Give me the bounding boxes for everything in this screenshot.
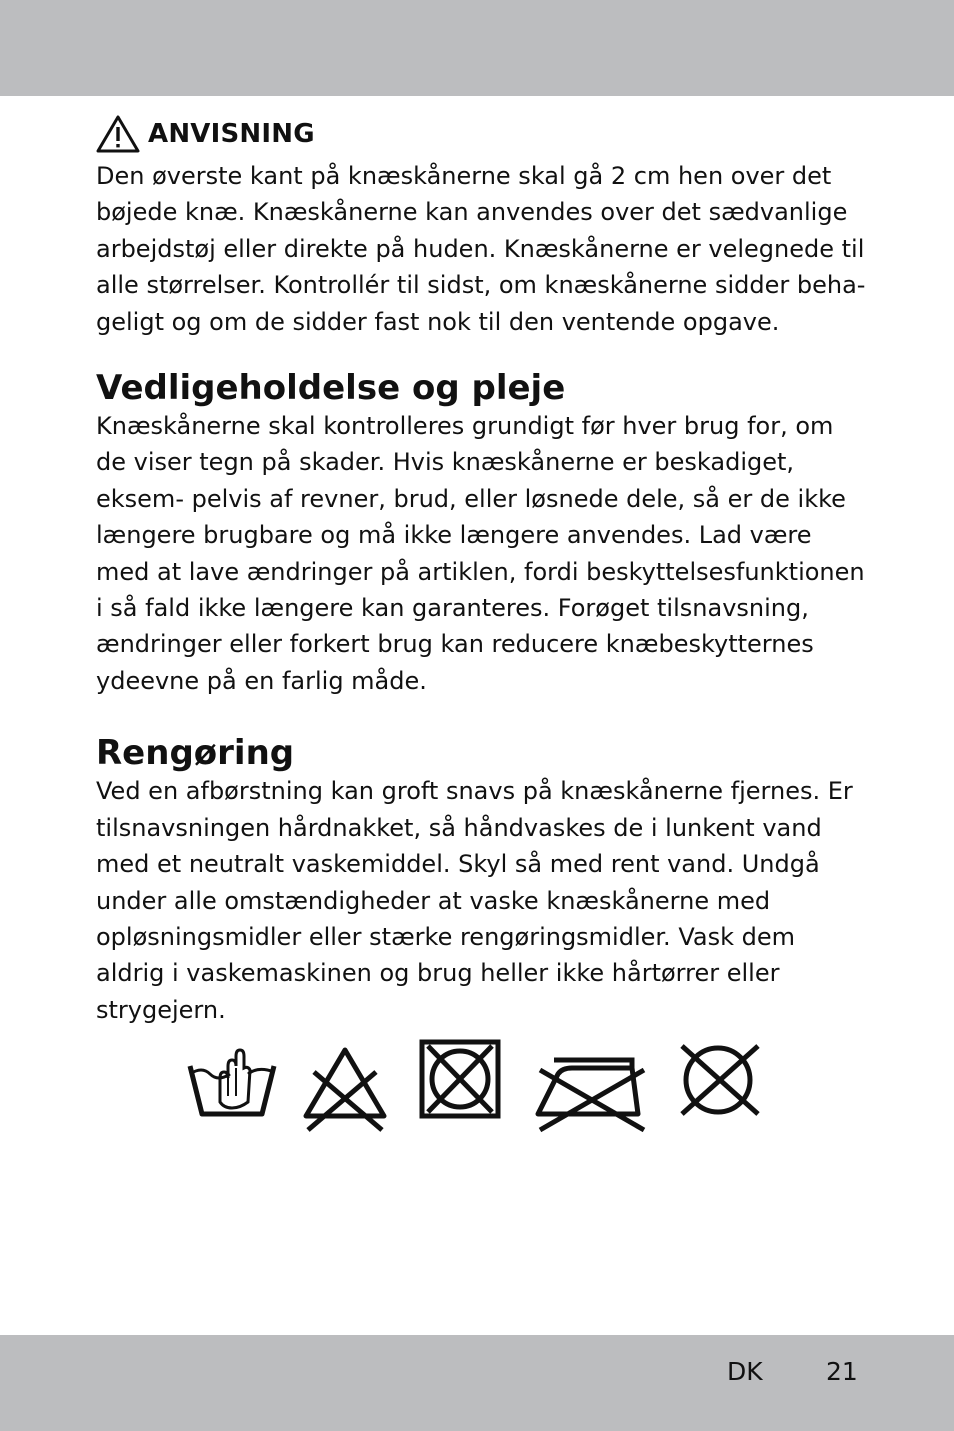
cleaning-heading: Rengøring [96, 733, 295, 774]
page-number: 21 [826, 1357, 858, 1386]
cleaning-text: Ved en afbørstning kan groft snavs på knæskånerne fjernes. Er tilsnavsningen hårdnakket, så håndvaskes de i lunkent vand med et neutralt vaskemiddel. Skyl så med rent vand. Undgå under alle omstændigheder at vaske knæskånerne med opløsningsmidler eller stærke rengøringsmidler. Vask dem aldrig i vaskemaskinen og brug heller ikke hårtørrer eller strygejern. [96, 777, 853, 1024]
hand-wash-icon [186, 1038, 278, 1122]
warning-triangle-icon [96, 114, 140, 154]
header-band [0, 0, 954, 96]
page-content [96, 112, 866, 1028]
footer-language: DK [727, 1357, 763, 1386]
do-not-tumble-dry-icon [418, 1038, 502, 1122]
do-not-iron-icon [532, 1038, 652, 1134]
do-not-dry-clean-icon [670, 1038, 766, 1122]
footer-band [0, 1335, 954, 1431]
notice-title: ANVISNING [148, 119, 315, 149]
care-symbols [186, 1038, 766, 1138]
maintenance-text: Knæskånerne skal kontrolleres grundigt før hver brug for, om de viser tegn på skader. Hvis knæskånerne er beskadiget, eksem- pelvis af revner, brud, eller løsnede dele, så er de ikke længere brugbare og må ikke længere anvendes. Lad være med at lave ændringer på artiklen, fordi beskyttelsesfunktionen i så fald ikke længere kan garanteres. Forøget tilsnavsning, ændringer eller forkert brug kan reducere knæbeskytternes ydeevne på en farlig måde. [96, 412, 865, 695]
do-not-bleach-icon [300, 1038, 390, 1134]
notice-heading [96, 112, 866, 156]
notice-text: Den øverste kant på knæskånerne skal gå 2 cm hen over det bøjede knæ. Knæskånerne kan anvendes over det sædvanlige arbejdstøj eller direkte på huden. Knæskånerne er velegnede til alle størrelser. Kontrollér til sidst, om knæskånerne sidder beha- geligt og om de sidder fast nok til den ventende opgave. [96, 162, 866, 336]
maintenance-heading: Vedligeholdelse og pleje [96, 368, 566, 409]
